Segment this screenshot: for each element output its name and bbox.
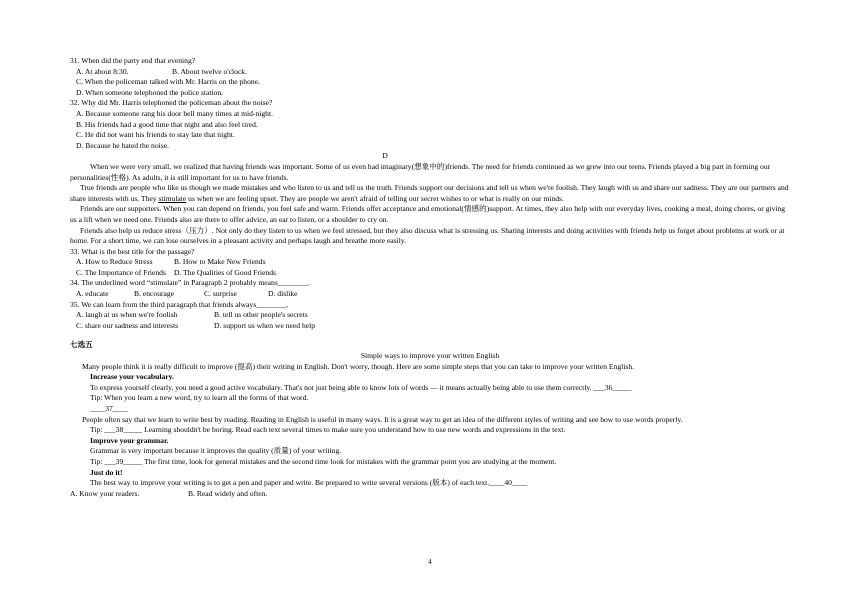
tip: Tip: ___39_____ The first time, look for general mistakes and the second time look for mistakes with the grammar point you are studying at the moment. (90, 456, 557, 466)
option-a: A. How to Reduce Stress (76, 257, 153, 267)
option-row (70, 321, 790, 332)
question-33 (70, 247, 790, 279)
option-b: B. About twelve o'clock. (172, 66, 247, 76)
option-b: B. Read widely and often. (188, 488, 268, 498)
option-a: A. laugh at us when we're foolish (76, 310, 178, 320)
subheading: Increase your vocabulary. (90, 372, 174, 382)
document-page (70, 56, 790, 499)
passage-paragraph-1: When we were very small, we realized that having friends was important. Some of us even had imaginary(想象中的)friends. The need for friends continued as we grew into our teens. Friends played a big part in forming our personalities(性格). As adults, it is still important for us to have friends. (70, 161, 771, 182)
option-c: C. surprise (204, 289, 237, 299)
passage-paragraph-2 (70, 183, 790, 204)
option-d: D. Because he hated the noise. (76, 140, 169, 150)
option-row (70, 489, 790, 500)
option-row (70, 289, 790, 300)
option-row (70, 67, 790, 78)
option-b: B. His friends had a good time that night and also feel tired. (76, 119, 258, 129)
question-stem: 33. What is the best title for the passage? (70, 246, 195, 256)
paragraph: The best way to improve your writing is to get a pen and paper and write. Be prepared to write several versions (版本) of each text.____40____ (90, 478, 528, 488)
option-c: C. When the policeman talked with Mr. Harris on the phone. (76, 77, 260, 87)
option-d: D. When someone telephoned the police station. (76, 87, 224, 97)
paragraph-text: us when we are feeling upset. They are people we aren't afraid of telling our secret wishes to or what is really on our minds. (186, 193, 564, 203)
option-a: A. Know your readers. (70, 488, 140, 498)
question-34 (70, 278, 790, 299)
page-number: 4 (428, 558, 432, 566)
option-row (70, 310, 790, 321)
question-stem: 34. The underlined word “stimulate” in Paragraph 2 probably means________. (70, 278, 311, 288)
subheading: Improve your grammar. (90, 435, 169, 445)
option-a: A. At about 8:30. (76, 66, 129, 76)
underlined-word: stimulate (158, 193, 187, 203)
option-b: B. encourage (134, 289, 175, 299)
passage-title: Simple ways to improve your written English (360, 351, 500, 361)
option-d: D. The Qualities of Good Friends (174, 267, 276, 277)
question-32 (70, 98, 790, 151)
option-c: C. The Importance of Friends (76, 267, 166, 277)
option-d: D. dislike (268, 289, 298, 299)
question-stem: 31. When did the party end that evening? (70, 56, 196, 65)
question-31 (70, 56, 790, 98)
tip: Tip: When you learn a new word, try to learn all the forms of that word. (90, 393, 309, 403)
passage-label: D (382, 151, 388, 161)
subheading: Just do it! (90, 467, 123, 477)
question-stem: 32. Why did Mr. Harris telephoned the policeman about the noise? (70, 98, 273, 108)
option-row (70, 268, 790, 279)
option-b: B. How to Make New Friends (174, 257, 266, 267)
option-c: C. He did not want his friends to stay late that night. (76, 130, 235, 140)
tip: Tip: ___38_____ Learning shouldn't be boring. Read each text several times to make sure you understand how to use new words and expressions in the text. (90, 425, 566, 435)
paragraph: Grammar is very important because it improves the quality (质量) of your writing. (90, 446, 342, 456)
intro-paragraph: Many people think it is really difficult to improve (提高) their writing in English. Don't worry, though. Here are some simple steps that you can take to improve your written English. (82, 361, 635, 371)
option-c: C. share our sadness and interests (76, 320, 179, 330)
paragraph: People often say that we learn to write best by reading. Reading in English is useful in many ways. It is a great way to get an idea of the different styles of writing and see how to use words properly. (82, 414, 683, 424)
section-seven-choose-five (70, 340, 790, 499)
option-a: A. Because someone rang his door bell many times at mid-night. (76, 108, 273, 118)
paragraph-text: True friends are people who like us though we made mistakes and who listen to us and tell us the truth. Friends support our decisions and tell us when we're foolish. They laugh with us and share our sadness. They are our partners and share interests with us. They (70, 183, 789, 203)
option-row (70, 257, 790, 268)
section-heading: 七选五 (70, 340, 93, 350)
question-stem: 35. We can learn from the third paragraph that friends always________. (70, 299, 289, 309)
question-35 (70, 300, 790, 332)
option-b: B. tell us other people's secrets (214, 310, 308, 320)
option-d: D. support us when we need help (214, 320, 316, 330)
passage-paragraph-3: Friends are our supporters. When you can depend on friends, you feel safe and warm. Friends offer acceptance and emotional(情感的)support. At times, they also help with our everyday lives, cooking a meal, doing chores, or giving us a lift when we need one. Friends also are there to offer advice, an ear to listen, or a shoulder to cry on. (70, 204, 786, 224)
passage-paragraph-4: Friends also help us reduce stress（压力）. Not only do they listen to us when we feel stressed, but they also discuss what is stressing us. Sharing interests and doing activities with friends help us forget about problems at work or at home. For a short time, we can lose ourselves in a pleasant activity and perhaps laugh and breathe more easily. (70, 225, 785, 246)
passage-d (70, 151, 790, 246)
blank-37: ____37____ (90, 404, 128, 413)
option-a: A. educate (76, 289, 109, 299)
paragraph: To express yourself clearly, you need a good active vocabulary. That's not just being able to know lots of words — it means actually being able to use them correctly. ___36_____ (90, 382, 632, 392)
